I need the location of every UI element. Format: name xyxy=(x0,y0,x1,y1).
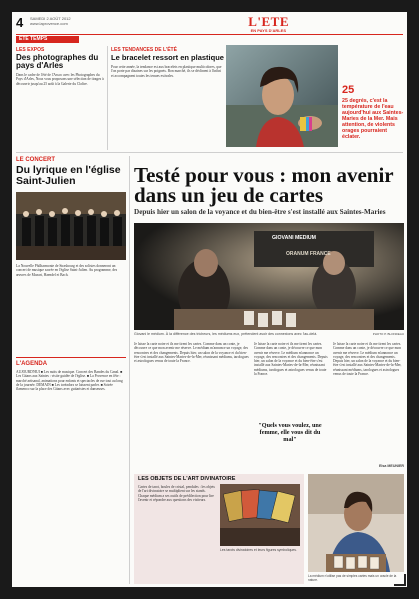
agenda-text: AUJOURD'HUI ■ Les nuits de musique. Concert des Bandes du Canal. ■ Les Gitans aux Saintes : visite guidée de l'église. ■ La Provence en fête : marché artisanal, animations pour enfants et spectacles de rue tout au long de la journée. DEMAIN ■ Les toréadors se laissent parler. ■ Soirée flamenco sur la place des Gitans avec guitaristes et danseuses. xyxy=(16,370,123,392)
concert-photo xyxy=(16,192,126,260)
section-rubric-subtitle: EN PAYS D'ARLES xyxy=(250,28,286,33)
article-body-col2: Je laisse la carte noire et ils me tirent les cartes. Comme dans un conte, je découvre ce que mon avenir me réserve. Le médium m'annonce un voyage, des rencontres et des changements. Depuis hier, un salon de la voyance et du bien-être s'est installé aux Saintes-Maries-de-la-Mer, réunissant médiums, tarologues et astrologues venus de toute la France. xyxy=(254,342,328,377)
weather-number: 25 xyxy=(342,84,355,96)
article-deck: Depuis hier un salon de la voyance et du bien-être s'est installé aux Saintes-Maries xyxy=(134,208,386,216)
concert-kicker: LE CONCERT xyxy=(16,157,55,163)
agenda-kicker: L'AGENDA xyxy=(16,361,48,367)
section-divider xyxy=(16,152,403,153)
article-pull-quote: "Quels vous voulez, une femme, elle vous dit du mal" xyxy=(258,422,322,443)
expos-kicker: LES EXPOS xyxy=(16,47,45,53)
dateline: SAMEDI 2 AOÛT 2012 www.laprovence.com xyxy=(30,16,71,26)
page-number: 4 xyxy=(16,15,24,30)
tarot-cards-photo xyxy=(220,484,300,546)
photo-sign-oranum: ORANUM FRANCE xyxy=(286,251,331,257)
header-rule xyxy=(16,34,403,35)
article-body-col1: Je laisse la carte noire et ils me tirent les cartes. Comme dans un conte, je découvre ce que mon avenir me réserve. Le médium m'annonce un voyage, des rencontres et des changements. Depuis hier, un salon de la voyance et du bien-être s'est installé aux Saintes-Maries-de-la-Mer, réunissant médiums, tarologues et astrologues venus de toute la France. xyxy=(134,342,249,364)
box-photo-caption: Les tarots divinatoires et leurs figures symboliques. xyxy=(220,548,297,552)
column-divider xyxy=(107,46,108,150)
article-headline: Testé pour vous : mon avenir dans un jeu de cartes xyxy=(134,163,394,207)
column-divider xyxy=(129,156,130,584)
expos-headline: Des photographes du pays d'Arles xyxy=(16,53,99,71)
article-signature: Elsa MEUNIER xyxy=(379,464,404,468)
corner-mark xyxy=(394,574,406,586)
section-label: ÉTÉ TEMPS xyxy=(16,36,79,43)
article-body-col3: Je laisse la carte noire et ils me tirent les cartes. Comme dans un conte, je découvre ce que mon avenir me réserve. Le médium m'annonce un voyage, des rencontres et des changements. Depuis hier, un salon de la voyance et du bien-être s'est installé aux Saintes-Maries-de-la-Mer, réunissant médiums, tarologues et astrologues venus de toute la France. xyxy=(333,342,402,377)
bracelet-text: Pour cette année, la tendance est aux bracelets en plastique multicolores, que l'on porte par dizaines sur les poignets. Bon marché, ils se déclinent à l'infini et accompagnent toutes les tenues estivales. xyxy=(111,65,222,78)
newspaper-page xyxy=(12,12,407,587)
weather-text: 25 degrés, c'est la température de l'eau aujourd'hui aux Saintes-Maries de la Mer. Mais attention, de violents orages pourraient éclater. xyxy=(342,98,404,140)
medium-oracle-photo xyxy=(308,474,404,572)
medium-photo xyxy=(134,223,404,330)
section-rubric: L'ETE xyxy=(248,14,289,29)
bracelet-kicker: LES TENDANCES DE L'ÉTÉ xyxy=(111,47,177,53)
photo-credit: PHOTO P. BLONDEAU xyxy=(372,332,404,336)
box-title: LES OBJETS DE L'ART DIVINATOIRE xyxy=(138,476,236,482)
sidebar-box xyxy=(134,474,304,584)
bracelet-headline: Le bracelet ressort en plastique xyxy=(111,53,224,62)
concert-headline: Du lyrique en l'église Saint-Julien xyxy=(16,164,121,188)
photo-caption: Giovani le médium. À la différence des tricheurs, les médiums eux, prétendent avoir des connexions avec l'au-delà. xyxy=(134,332,318,336)
woman-bracelet-photo xyxy=(226,45,338,147)
concert-text: La Nouvelle Philharmonie de Strasbourg et des solistes donneront un concert de musique sacrée en l'église Saint-Julien. Au programme, des œuvres de Mozart, Haendel et Bach. xyxy=(16,264,118,277)
agenda-rule xyxy=(16,357,126,358)
expos-text: Dans le cadre de l'été de l'Assoc avec les Photographes du Pays d'Arles, Nous vous proposons une sélection de tirages à découvrir jusqu'au 25 août à la Galerie du Cloître. xyxy=(16,73,104,86)
photo-sign-medium: GIOVANI MEDIUM xyxy=(272,235,316,241)
bottom-photo-caption: La médium n'utilise pas de simples cartes mais un oracle de la nature. xyxy=(308,574,397,583)
box-text: Cartes de tarot, boules de cristal, pendules : les objets de l'art divinatoire se multiplient sur les stands. Chaque médium a ses outils de prédilection pour lire l'avenir et répondre aux questions des visiteurs. xyxy=(138,485,215,502)
